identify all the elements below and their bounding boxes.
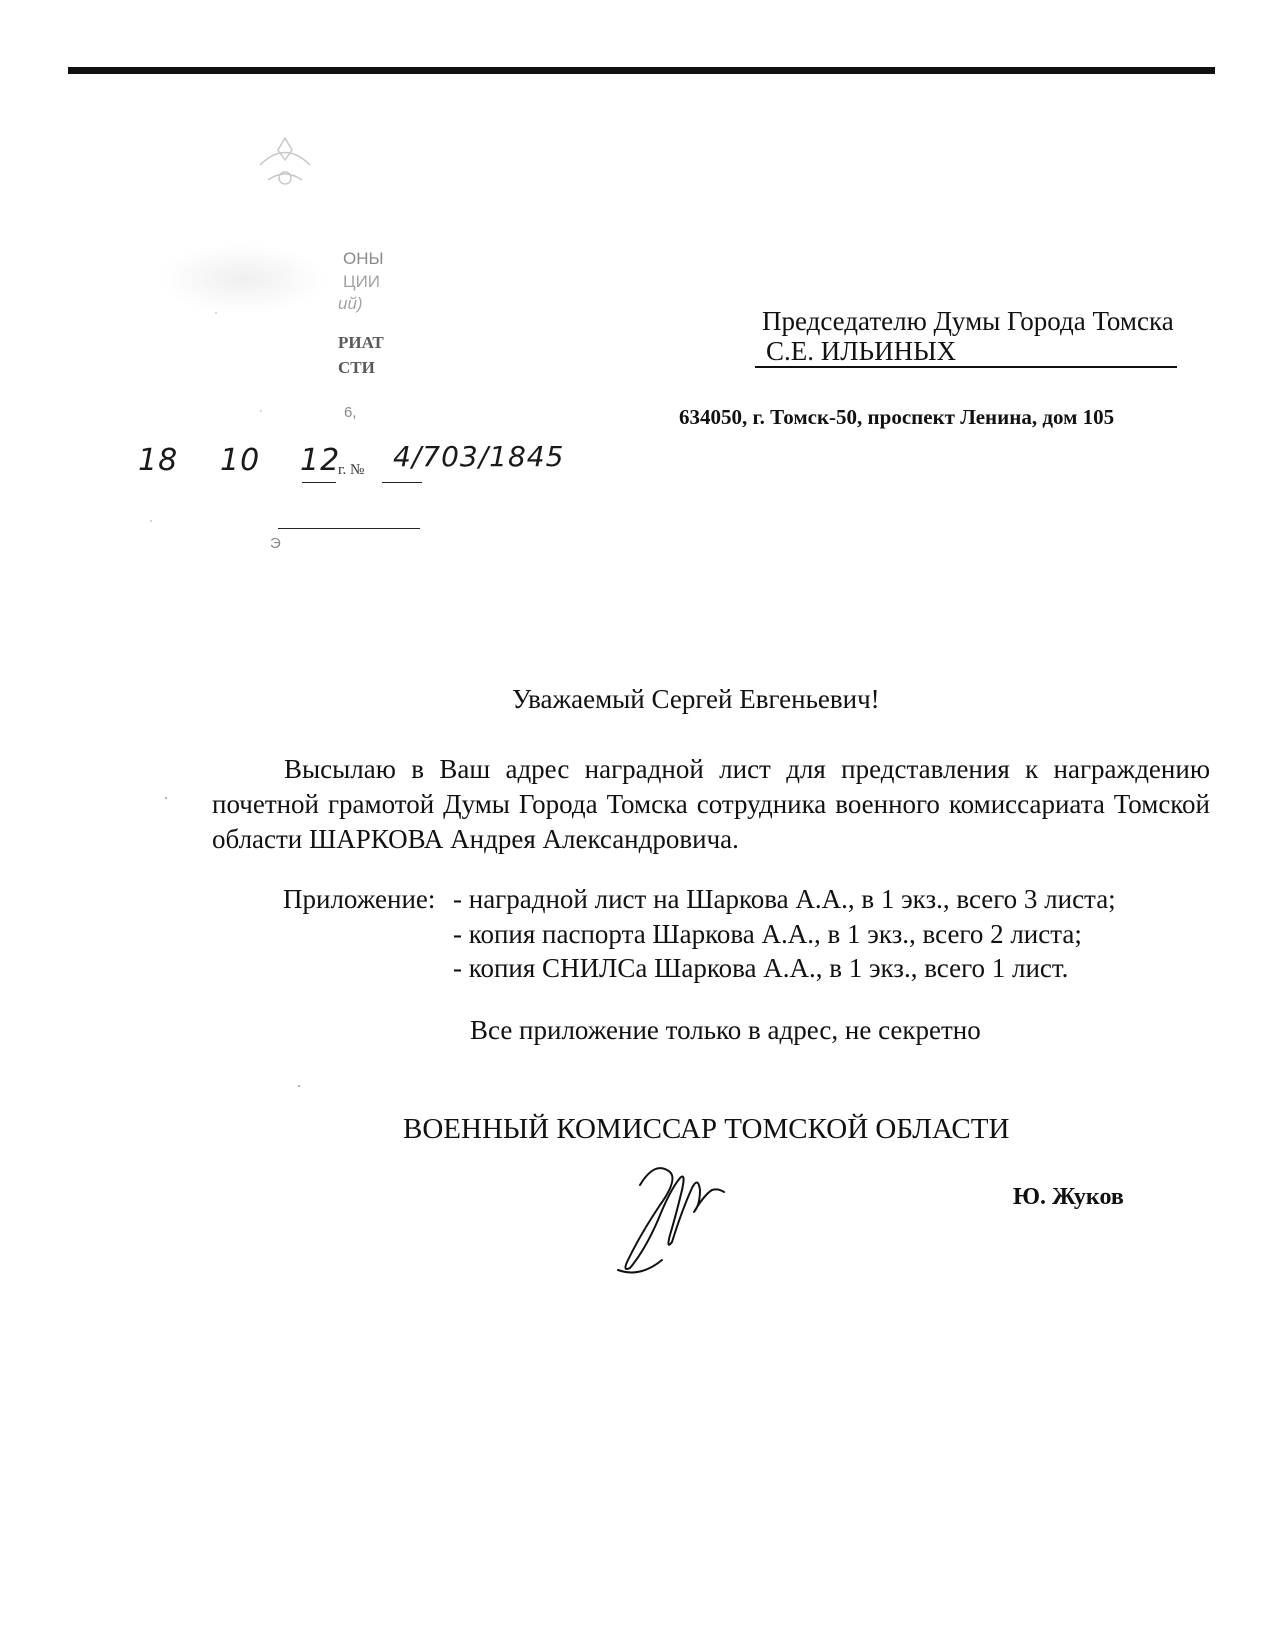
recipient-address: 634050, г. Томск-50, проспект Ленина, дом 105 [679,405,1115,429]
letterhead-line-2: ЦИИ [343,272,381,291]
letterhead-line-3: ий) [338,294,363,313]
outgoing-year: 12 [300,443,341,478]
letterhead-faded-area [158,244,328,314]
recipient-underline [755,366,1177,368]
salutation: Уважаемый Сергей Евгеньевич! [512,684,880,714]
letterhead-line-1: ОНЫ [343,249,384,268]
letterhead-footnote-mark: Э [270,535,281,552]
attachment-item: - копия паспорта Шаркова А.А., в 1 экз., всего 2 листа; [453,919,1082,949]
signer-position: ВОЕННЫЙ КОМИССАР ТОМСКОЙ ОБЛАСТИ [403,1113,1010,1145]
recipient-name: С.Е. ИЛЬИНЫХ [766,336,957,366]
letterhead-line-6: 6, [344,404,357,421]
top-rule [68,67,1215,74]
attachments-label: Приложение: [283,884,436,914]
letterhead-line-4: РИАТ [338,333,384,352]
number-underline [382,482,422,483]
attachments-note: Все приложение только в адрес, не секретно [470,1015,981,1045]
outgoing-month: 10 [220,443,261,478]
year-underline [302,482,336,483]
handwritten-signature-icon [600,1150,750,1280]
attachment-item: - наградной лист на Шаркова А.А., в 1 экз., всего 3 листа; [453,884,1116,914]
reference-line [278,528,420,529]
emblem-icon [240,130,330,200]
outgoing-day: 18 [138,443,179,478]
signer-name: Ю. Жуков [1013,1184,1124,1210]
outgoing-number: 4/703/1845 [393,440,565,473]
letterhead-line-5: СТИ [338,358,375,377]
recipient-title: Председателю Думы Города Томска [762,306,1174,336]
letter-body: Высылаю в Ваш адрес наградной лист для представления к награждению почетной грамотой Думы Города Томска сотрудника военного комиссариата Томской области ШАРКОВА Андрея Александровича. [212,754,1210,854]
attachment-item: - копия СНИЛСа Шаркова А.А., в 1 экз., всего 1 лист. [453,953,1069,983]
outgoing-number-label: г. № [338,462,365,478]
